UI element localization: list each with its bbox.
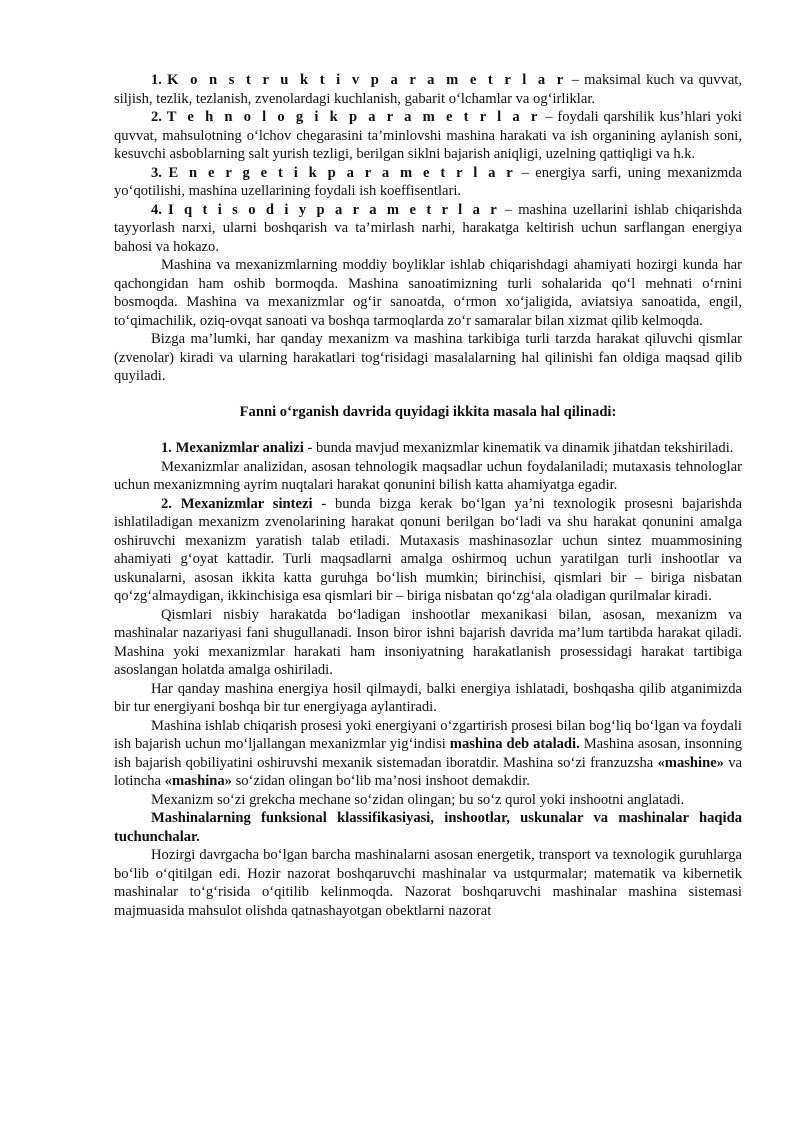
parameter-term: K o n s t r u k t i v p a r a m e t r l a r [167,72,567,88]
analysis-followup: Mexanizmlar analizidan, asosan tehnologik maqsadlar uchun foydalaniladi; mutaxasis tehnologlar uchun mexanizmning ayrim nuqtalari harakat qonunini bilish katta ahamiyatga egadir. [114,458,742,493]
parameter-term: T e h n o l o g i k p a r a m e t r l a r [166,109,541,125]
latin-word: «mashina» [164,773,232,789]
analysis-text: - bunda mavjud mexanizmlar kinematik va dinamik jihatdan tekshiriladi. [303,440,734,456]
definition-text: Mashina ishlab chiqarish prosesi yoki energiyani oʻzgartirish prosesi bilan bogʻliq boʻlgan va foydali ish bajarish uchun moʻljallangan mexanizmlar yigʻindisi [114,717,742,752]
french-word: «mashine» [657,754,724,771]
intro-paragraph: Mashina va mexanizmlarning moddiy boyliklar ishlab chiqarishdagi ahamiyati hozirgi kunda har qachongidan ham oshib bormoqda. Mashina sanoatimizning turli sohalarida qoʻl mehnati oʻrnini bosmoqda. Mashina va mexanizmlar ogʻir sanoatda, oʻrmon xoʻjaligida, aviatsiya sanoatida, engil, toʻqimachilik, oziq-ovqat sanoati va boshqa tarmoqlarda zoʻr samaralar bilan xizmat qilib kelmoqda. [114,257,742,329]
definition-term: mashina deb ataladi. [449,736,580,752]
definition-text: va lotincha [114,754,742,789]
synthesis-text: - bunda bizga kerak boʻlgan ya’ni texnologik prosesni bajarishda ishlatiladigan mexanizm zvenolarining harakat qonuni berilgan boʻladi va shu harakat qonunini amalga oshiruvchi mexanizm yaratish talab etiladi. Mutaxasis mashinasozlar uchun sintez muammosining ahamiyati gʻoyat kattadir. Turli maqsadlarni amalga oshirmoq uchun yaratilgan turli inshootlar va uskunalarni, asosan ikkita katta guruhga boʻlish mumkin; birinchisi, qismlari bir – biriga nisbatan qoʻzgʻalmaydigan, ikkinchisiga esa qismlari bir – biriga nisbatan qoʻzgʻala oladigan qurilmalar kiradi. [114,495,742,604]
parameter-number: 2. [151,109,162,125]
parameter-text: – maksimal kuch va quvvat, siljish, tezlik, tezlanish, zvenolardagi kuchlanish, gabarit oʻlchamlar va ogʻirliklar. [114,72,742,107]
definition-text: soʻzidan olingan boʻlib ma’nosi inshoot demakdir. [231,773,530,789]
section-heading: Fanni oʻrganish davrida quyidagi ikkita masala hal qilinadi: [239,403,617,420]
synthesis-paragraph [114,495,742,606]
parameter-term: I q t i s o d i y p a r a m e t r l a r [167,201,499,218]
parameter-number: 3. [151,164,162,181]
parameter-term: E n e r g e t i k p a r a m e t r l a r [168,164,515,181]
parameter-text: – energiya sarfi, uning mexanizmda yoʻqotilishi, mashina uzellarining foydali ish koeffisentlari. [114,164,742,199]
body-paragraph: Har qanday mashina energiya hosil qilmaydi, balki energiya ishlatadi, boshqasha qilib atganimizda bir tur energiyani boshqa bir tur energiyaga aylantiradi. [114,680,742,715]
parameter-energetic [114,164,742,201]
parameter-text: – foydali qarshilik kus’hlari yoki quvvat, mahsulotning oʻlchov chegarasini ta’minlovshi mashina harakati va ish organining aylanish soni, kesuvchi asboblarning salt yurish tezligi, berilgan siklni bajarish aniqligi, uzelning qattiqligi va h.k. [114,109,742,162]
analysis-paragraph [114,439,742,458]
parameter-technological [114,108,742,164]
synthesis-label: 2. Mexanizmlar sintezi [161,495,313,512]
analysis-label: 1. Mexanizmlar analizi [161,440,304,456]
final-paragraph: Hozirgi davrgacha boʻlgan barcha mashinalarni asosan energetik, transport va texnologik guruhlarga boʻlib oʻqitilgan edi. Hozir nazorat boshqaruvchi mashinalar va ustqurmalar; matematik va kibernetik mashinalar toʻgʻrisida oʻqitilib kelinmoqda. Nazorat boshqaruvchi mashinalar mashina sistemasi majmuasida mahsulot olishda qatnashayotgan obektlarni nazorat [114,847,742,919]
parameter-economic [114,201,742,257]
classification-heading: Mashinalarning funksional klassifikasiyasi, inshootlar, uskunalar va mashinalar haqida tuchunchalar. [114,810,742,845]
document-page [114,71,742,920]
mechanism-definition: Mexanizm soʻzi grekcha mechane soʻzidan olingan; bu soʻz qurol yoki inshootni anglatadi. [151,791,685,808]
parameter-text: – mashina uzellarini ishlab chiqarishda tayyorlash narxi, ularni boshqarish va ta’mirlash narhi, harakatga keltirish uchun sarflangan energiya bahosi va hokazo. [114,201,742,255]
parameter-number: 4. [151,201,162,218]
intro-paragraph: Bizga ma’lumki, har qanday mexanizm va mashina tarkibiga turli tarzda harakat qiluvchi qismlar (zvenolar) kiradi va ularning harakatlari togʻrisidagi masalalarning hal qilinishi fan oldiga maqsad qilib quyiladi. [114,331,742,384]
machine-definition [114,717,742,791]
body-paragraph: Qismlari nisbiy harakatda boʻladigan inshootlar mexanikasi bilan, asosan, mexanizm va mashinalar nazariyasi fani shugullanadi. Inson biror ishni bajarish davrida ma’lum tartibda harakat qiladi. Mashina yoki mexanizmlar harakati ham insoniyatning harakatlanish prosessidagi harakat tartibiga asoslangan holatda amalga oshiriladi. [114,606,742,678]
parameter-constructive [114,71,742,108]
definition-text: Mashina asosan, insonning ish bajarish qobiliyatini oshiruvshi mexanik sistemadan iboratdir. Mashina soʻzi franzuzsha [114,736,742,771]
parameter-number: 1. [151,72,162,88]
